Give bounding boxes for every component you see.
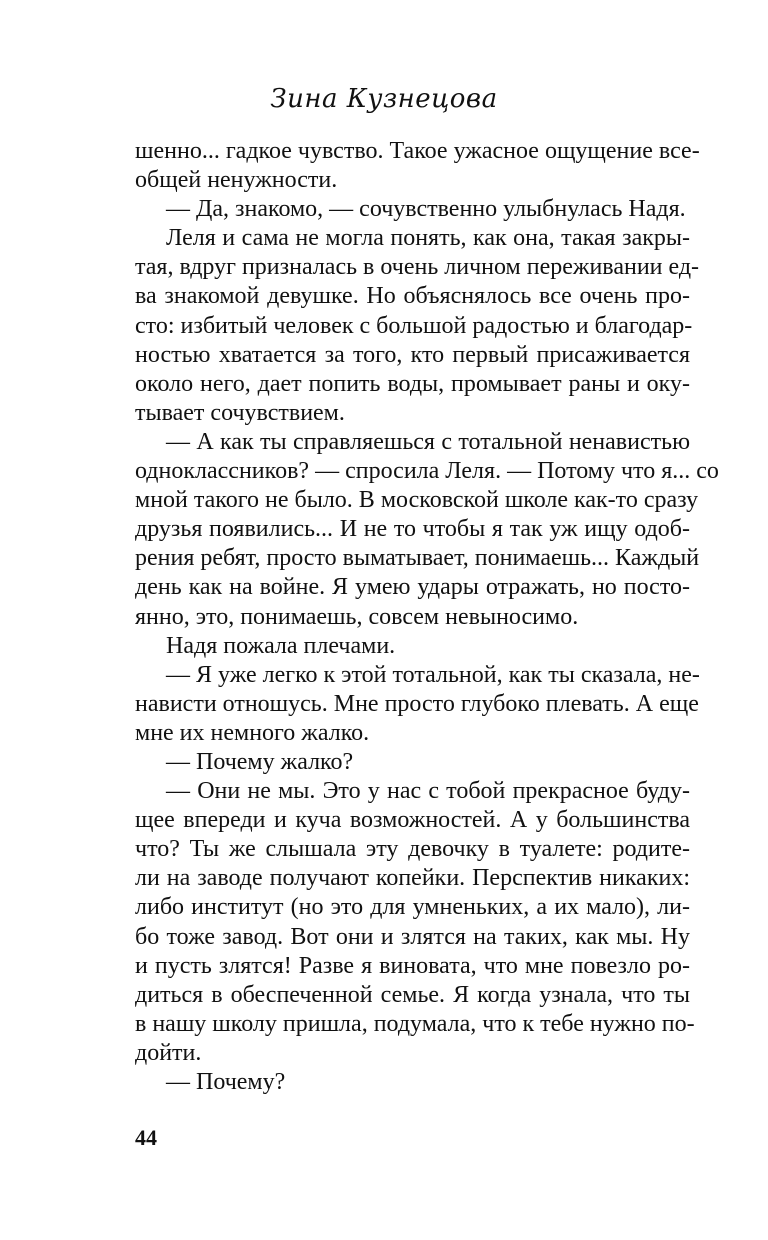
text-line: около него, дает попить воды, промывает раны и оку- <box>135 370 690 397</box>
text-line: дойти. <box>135 1039 202 1066</box>
body-text <box>135 137 719 1097</box>
text-line: — Они не мы. Это у нас с тобой прекрасное буду- <box>166 778 690 805</box>
text-line: рения ребят, просто выматывает, понимаешь... Каждый <box>135 545 700 572</box>
text-line: — Я уже легко к этой тотальной, как ты сказала, не- <box>166 661 700 688</box>
text-line: тывает сочувствием. <box>135 399 345 426</box>
text-line: Надя пожала плечами. <box>166 632 396 659</box>
text-line: щее впереди и куча возможностей. А у большинства <box>135 807 690 834</box>
text-line: Леля и сама не могла понять, как она, такая закры- <box>166 225 690 252</box>
text-line: бо тоже завод. Вот они и злятся на таких, как мы. Ну <box>135 923 690 950</box>
text-line: нависти отношусь. Мне просто глубоко плевать. А еще <box>135 690 699 717</box>
text-line: общей ненужности. <box>135 167 338 194</box>
text-line: ностью хватается за того, кто первый присаживается <box>135 341 690 368</box>
text-line: — Да, знакомо, — сочувственно улыбнулась Надя. <box>166 196 686 223</box>
running-head-author: Зина Кузнецова <box>270 84 498 114</box>
text-line: что? Ты же слышала эту девочку в туалете: родите- <box>135 836 690 863</box>
text-line: мной такого не было. В московской школе как-то сразу <box>135 487 699 514</box>
text-line: в нашу школу пришла, подумала, что к тебе нужно по- <box>135 1010 695 1037</box>
page-number: 44 <box>135 1125 157 1150</box>
text-line: янно, это, понимаешь, совсем невыносимо. <box>135 603 579 630</box>
text-line: шенно... гадкое чувство. Такое ужасное ощущение все- <box>135 138 700 164</box>
text-line: мне их немного жалко. <box>135 719 370 746</box>
text-line: ва знакомой девушке. Но объяснялось все очень про- <box>135 283 690 310</box>
text-line: и пусть злятся! Разве я виновата, что мне повезло ро- <box>135 952 690 979</box>
text-line: диться в обеспеченной семье. Я когда узнала, что ты <box>135 981 690 1008</box>
text-line: день как на войне. Я умею удары отражать, но посто- <box>135 574 690 601</box>
text-line: друзья появились... И не то чтобы я так уж ищу одоб- <box>135 516 690 543</box>
text-line: ли на заводе получают копейки. Перспектив никаких: <box>135 865 690 892</box>
text-line: сто: избитый человек с большой радостью и благодар- <box>135 312 693 339</box>
text-line: одноклассников? — спросила Леля. — Потому что я... со <box>135 458 719 485</box>
text-line: либо институт (но это для умненьких, а их мало), ли- <box>135 894 690 921</box>
text-line: тая, вдруг призналась в очень личном переживании ед- <box>135 254 700 281</box>
text-line: — Почему жалко? <box>166 748 354 775</box>
text-line: — Почему? <box>166 1069 286 1095</box>
text-line: — А как ты справляешься с тотальной ненавистью <box>166 428 690 455</box>
